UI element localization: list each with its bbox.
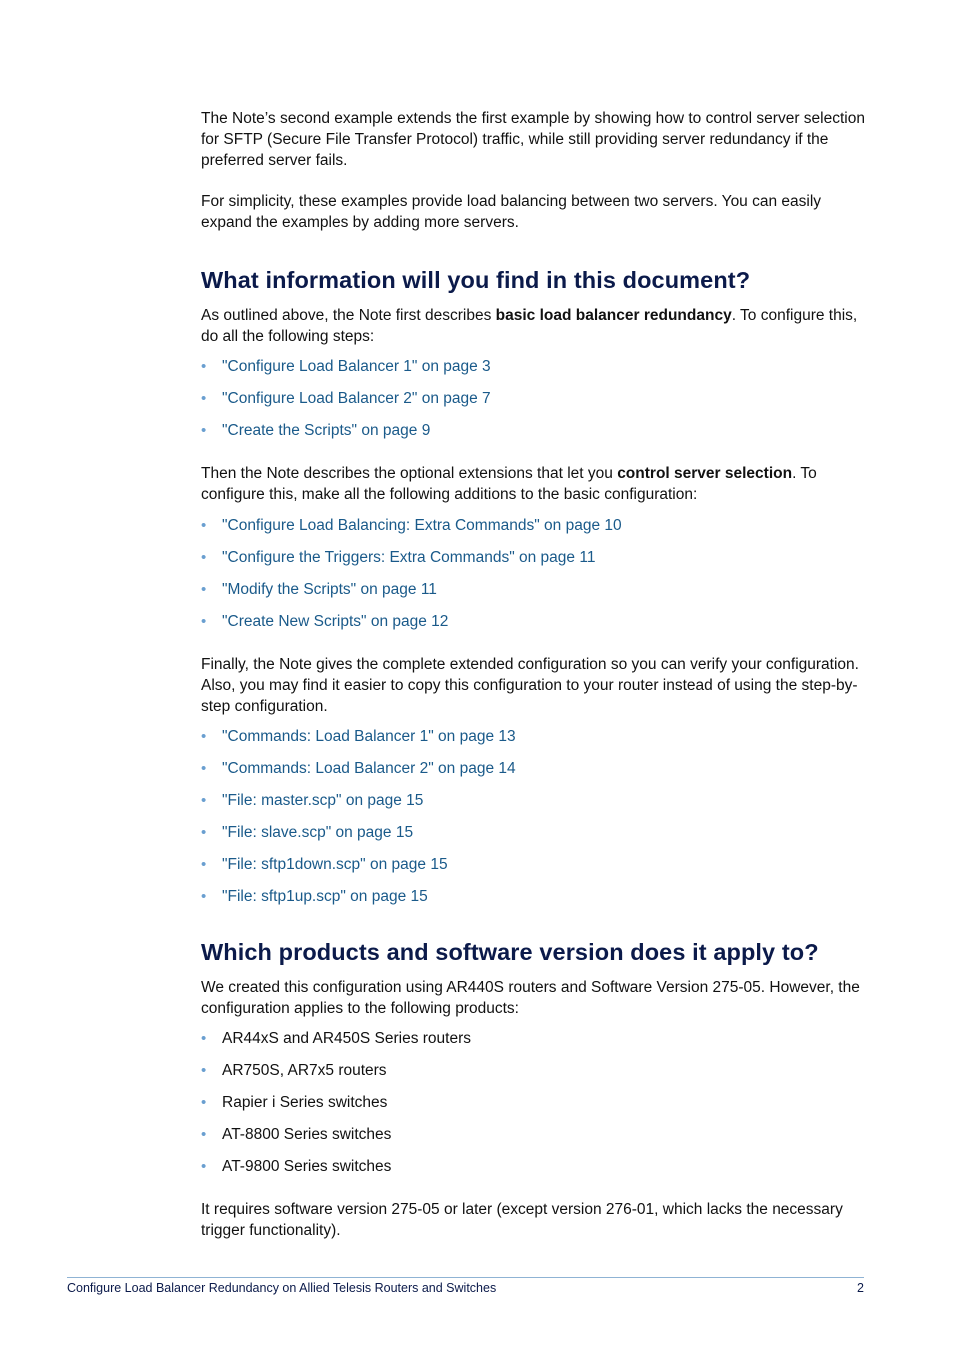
footer-document-title: Configure Load Balancer Redundancy on Allied Telesis Routers and Switches bbox=[67, 1281, 497, 1295]
list-item[interactable] bbox=[201, 356, 871, 377]
list-item[interactable] bbox=[201, 886, 871, 907]
list-basic-steps bbox=[201, 356, 871, 441]
bullet-icon: • bbox=[201, 824, 207, 841]
bullet-icon: • bbox=[201, 728, 207, 745]
product-name: AT-9800 Series switches bbox=[222, 1158, 392, 1175]
list-item[interactable] bbox=[201, 726, 871, 747]
bullet-icon: • bbox=[201, 1126, 207, 1143]
section-heading-products: Which products and software version does it apply to? bbox=[201, 939, 819, 965]
list-item[interactable] bbox=[201, 790, 871, 811]
list-products bbox=[201, 1028, 871, 1177]
page-link[interactable]: "File: slave.scp" on page 15 bbox=[222, 824, 414, 841]
page-link[interactable]: "File: sftp1down.scp" on page 15 bbox=[222, 856, 448, 873]
list-item bbox=[201, 1028, 871, 1049]
list-item[interactable] bbox=[201, 611, 871, 632]
bullet-icon: • bbox=[201, 390, 207, 407]
bullet-icon: • bbox=[201, 1158, 207, 1175]
bullet-icon: • bbox=[201, 856, 207, 873]
bullet-icon: • bbox=[201, 1062, 207, 1079]
page-content bbox=[201, 108, 871, 1241]
footer-page-number: 2 bbox=[857, 1281, 864, 1295]
list-complete-configuration bbox=[201, 726, 871, 907]
page-link[interactable]: "Commands: Load Balancer 2" on page 14 bbox=[222, 760, 516, 777]
list-item[interactable] bbox=[201, 854, 871, 875]
bullet-icon: • bbox=[201, 517, 207, 534]
list-item bbox=[201, 1156, 871, 1177]
bullet-icon: • bbox=[201, 1094, 207, 1111]
page-link[interactable]: "Create the Scripts" on page 9 bbox=[222, 422, 431, 439]
list-item[interactable] bbox=[201, 420, 871, 441]
section1-paragraph-2: Then the Note describes the optional extensions that let you control server selection. To configure this, make all the following additions to the basic configuration: bbox=[201, 465, 817, 503]
bullet-icon: • bbox=[201, 581, 207, 598]
section2-paragraph-1: We created this configuration using AR440S routers and Software Version 275-05. However, the configuration applies to the following products: bbox=[201, 979, 860, 1017]
page-link[interactable]: "Configure Load Balancing: Extra Commands" on page 10 bbox=[222, 517, 622, 534]
bullet-icon: • bbox=[201, 613, 207, 630]
page-link[interactable]: "Modify the Scripts" on page 11 bbox=[222, 581, 437, 598]
intro-paragraph-1: The Note’s second example extends the first example by showing how to control server selection for SFTP (Secure File Transfer Protocol) traffic, while still providing server redundancy if the preferred server fails. bbox=[201, 110, 865, 169]
list-item bbox=[201, 1060, 871, 1081]
page-link[interactable]: "Configure Load Balancer 1" on page 3 bbox=[222, 358, 491, 375]
list-item[interactable] bbox=[201, 758, 871, 779]
page-link[interactable]: "Configure the Triggers: Extra Commands" on page 11 bbox=[222, 549, 596, 566]
section1-paragraph-1: As outlined above, the Note first describes basic load balancer redundancy. To configure this, do all the following steps: bbox=[201, 307, 858, 345]
intro-paragraph-2: For simplicity, these examples provide load balancing between two servers. You can easily expand the examples by adding more servers. bbox=[201, 193, 822, 231]
bullet-icon: • bbox=[201, 1030, 207, 1047]
page-link[interactable]: "Configure Load Balancer 2" on page 7 bbox=[222, 390, 491, 407]
section1-paragraph-3: Finally, the Note gives the complete extended configuration so you can verify your configuration. Also, you may find it easier to copy this configuration to your router instead of using the step-by-step configuration. bbox=[201, 656, 859, 715]
product-name: AT-8800 Series switches bbox=[222, 1126, 392, 1143]
list-item bbox=[201, 1124, 871, 1145]
list-extensions bbox=[201, 515, 871, 632]
bullet-icon: • bbox=[201, 422, 207, 439]
list-item[interactable] bbox=[201, 579, 871, 600]
page-link[interactable]: "Create New Scripts" on page 12 bbox=[222, 613, 449, 630]
page-link[interactable]: "File: sftp1up.scp" on page 15 bbox=[222, 888, 428, 905]
product-name: AR44xS and AR450S Series routers bbox=[222, 1030, 471, 1047]
list-item[interactable] bbox=[201, 388, 871, 409]
bullet-icon: • bbox=[201, 549, 207, 566]
bullet-icon: • bbox=[201, 888, 207, 905]
list-item bbox=[201, 1092, 871, 1113]
product-name: AR750S, AR7x5 routers bbox=[222, 1062, 387, 1079]
list-item[interactable] bbox=[201, 547, 871, 568]
footer-divider bbox=[67, 1277, 864, 1278]
page-link[interactable]: "File: master.scp" on page 15 bbox=[222, 792, 424, 809]
section2-paragraph-2: It requires software version 275-05 or later (except version 276-01, which lacks the necessary trigger functionality). bbox=[201, 1201, 843, 1239]
section-heading-information: What information will you find in this document? bbox=[201, 267, 751, 293]
page-link[interactable]: "Commands: Load Balancer 1" on page 13 bbox=[222, 728, 516, 745]
bullet-icon: • bbox=[201, 760, 207, 777]
list-item[interactable] bbox=[201, 822, 871, 843]
bullet-icon: • bbox=[201, 792, 207, 809]
list-item[interactable] bbox=[201, 515, 871, 536]
bullet-icon: • bbox=[201, 358, 207, 375]
product-name: Rapier i Series switches bbox=[222, 1094, 388, 1111]
